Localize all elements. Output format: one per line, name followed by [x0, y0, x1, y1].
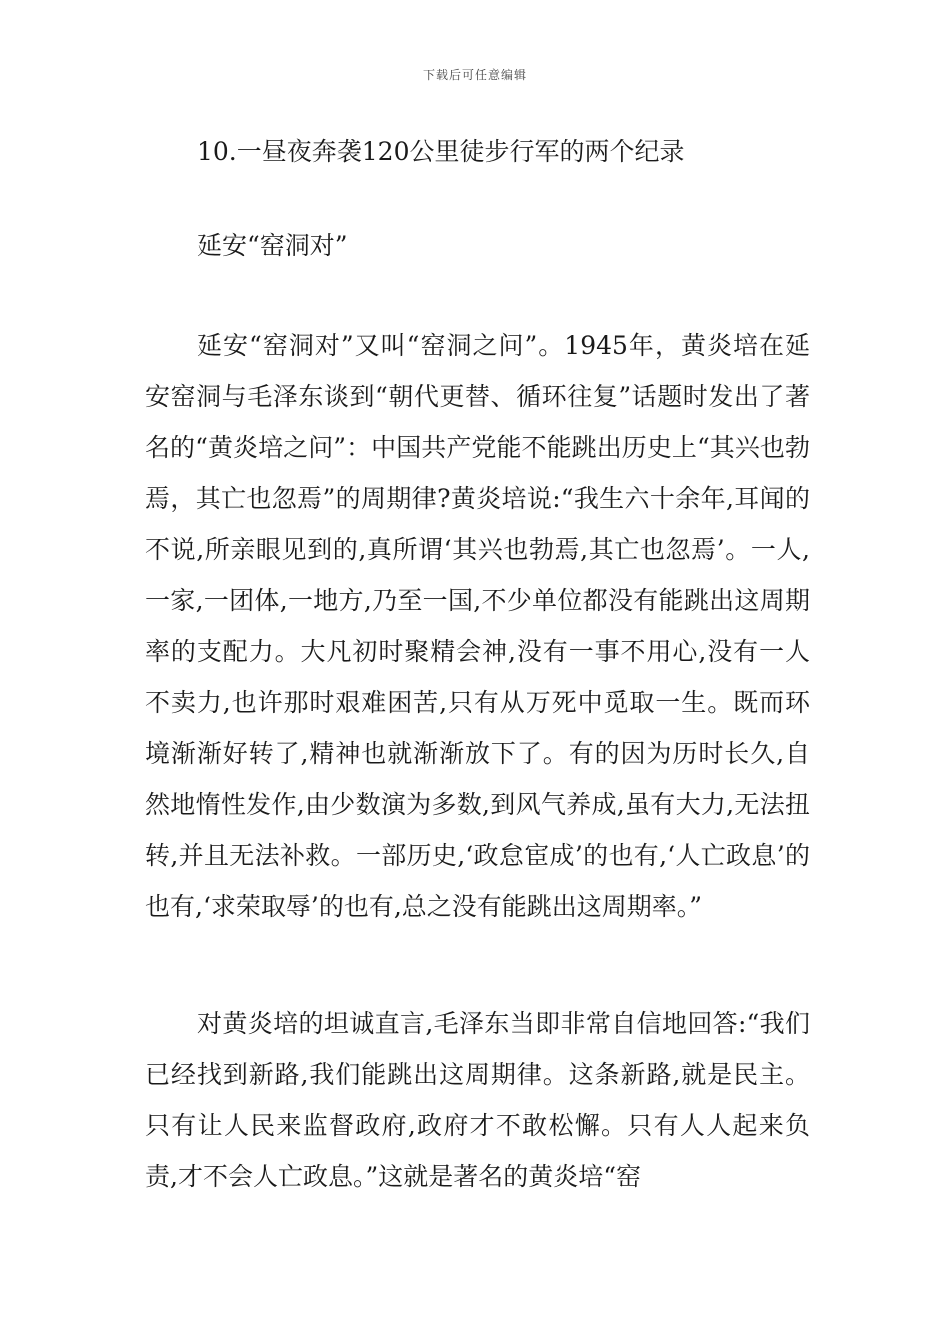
section-title: 10.一昼夜奔袭120公里徒步行军的两个纪录: [197, 137, 685, 166]
document-body: [145, 130, 810, 1202]
page-header-note: 下载后可任意编辑: [422, 68, 527, 82]
section-subtitle: 延安“窑洞对”: [197, 231, 348, 260]
paragraph-1: 延安“窑洞对”又叫“窑洞之问”。1945年，黄炎培在延安窑洞与毛泽东谈到“朝代更替、循环往复”话题时发出了著名的“黄炎培之问”：中国共产党能不能跳出历史上“其兴也勃焉，其亡也忽焉”的周期律?黄炎培说:“我生六十余年,耳闻的不说,所亲眼见到的,真所谓‘其兴也勃焉,其亡也忽焉’。一人,一家,一团体,一地方,乃至一国,不少单位都没有能跳出这周期率的支配力。大凡初时聚精会神,没有一事不用心,没有一人不卖力,也许那时艰难困苦,只有从万死中觅取一生。既而环境渐渐好转了,精神也就渐渐放下了。有的因为历时长久,自然地惰性发作,由少数演为多数,到风气养成,虽有大力,无法扭转,并且无法补救。一部历史,‘政怠宦成’的也有,‘人亡政息’的也有,‘求荣取辱’的也有,总之没有能跳出这周期率。”: [145, 331, 810, 921]
paragraph-2: 对黄炎培的坦诚直言,毛泽东当即非常自信地回答:“我们已经找到新路,我们能跳出这周期律。这条新路,就是民主。只有让人民来监督政府,政府才不敢松懈。只有人人起来负责,才不会人亡政息。”这就是著名的黄炎培“窑: [145, 1009, 810, 1191]
